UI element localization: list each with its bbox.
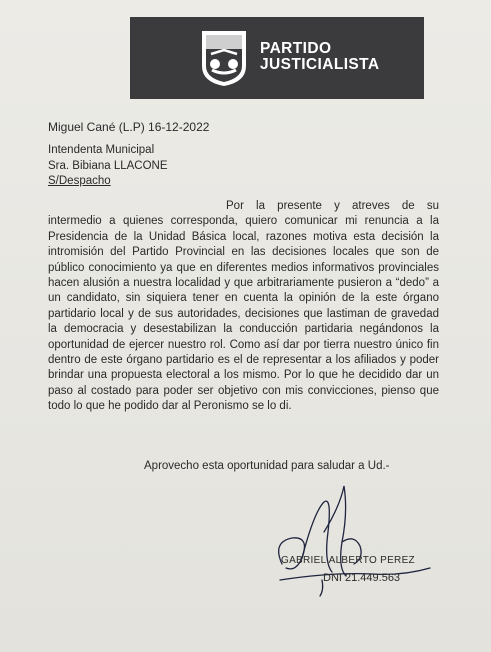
- recipient-name: Sra. Bibiana LLACONE: [48, 159, 168, 172]
- signer-dni: DNI 21.449.563: [323, 572, 401, 584]
- recipient-note: S/Despacho: [48, 175, 111, 187]
- recipient-block: [48, 143, 168, 190]
- letter-body: Por la presente y atreves de su intermedio a quienes corresponda, quiero comunicar mi renuncia a la Presidencia de la Unidad Básica local, razones motiva esta decisión la intromisión del Partido Provincial en las decisiones locales que son de público conocimiento ya que en diferentes medios informativos provinciales hacen alusión a nuestra localidad y que arbitrariamente pusieron a “dedo” a un candidato, sin siquiera tener en cuenta la opinión de la este órgano partidario local y de sus autoridades, decisiones que lastiman de gravedad la democracia y desestabilizan la conducción partidaria negándonos la oportunidad de ejercer nuestro rol. Como así dar por tierra nuestro único fin dentro de este órgano partidario es el de representar a los afiliados y poder brindar una propuesta electoral a los mismo. Por lo que he decidido dar un paso al costado para poder ser objetivo con mis convicciones, pienso que todo lo que he podido dar al Peronismo se lo di.: [48, 200, 439, 413]
- party-name-line-1: PARTIDO: [260, 40, 332, 57]
- closing-line: Aprovecho esta oportunidad para saludar a Ud.-: [144, 460, 390, 472]
- party-name: [260, 41, 379, 73]
- party-emblem-icon: [198, 26, 250, 88]
- party-name-line-2: JUSTICIALISTA: [260, 56, 380, 73]
- place-date: Miguel Cané (L.P) 16-12-2022: [48, 120, 210, 134]
- signer-name: GABRIEL ALBERTO PEREZ: [281, 555, 415, 566]
- letterhead-banner: [130, 17, 424, 99]
- recipient-title: Intendenta Municipal: [48, 144, 155, 156]
